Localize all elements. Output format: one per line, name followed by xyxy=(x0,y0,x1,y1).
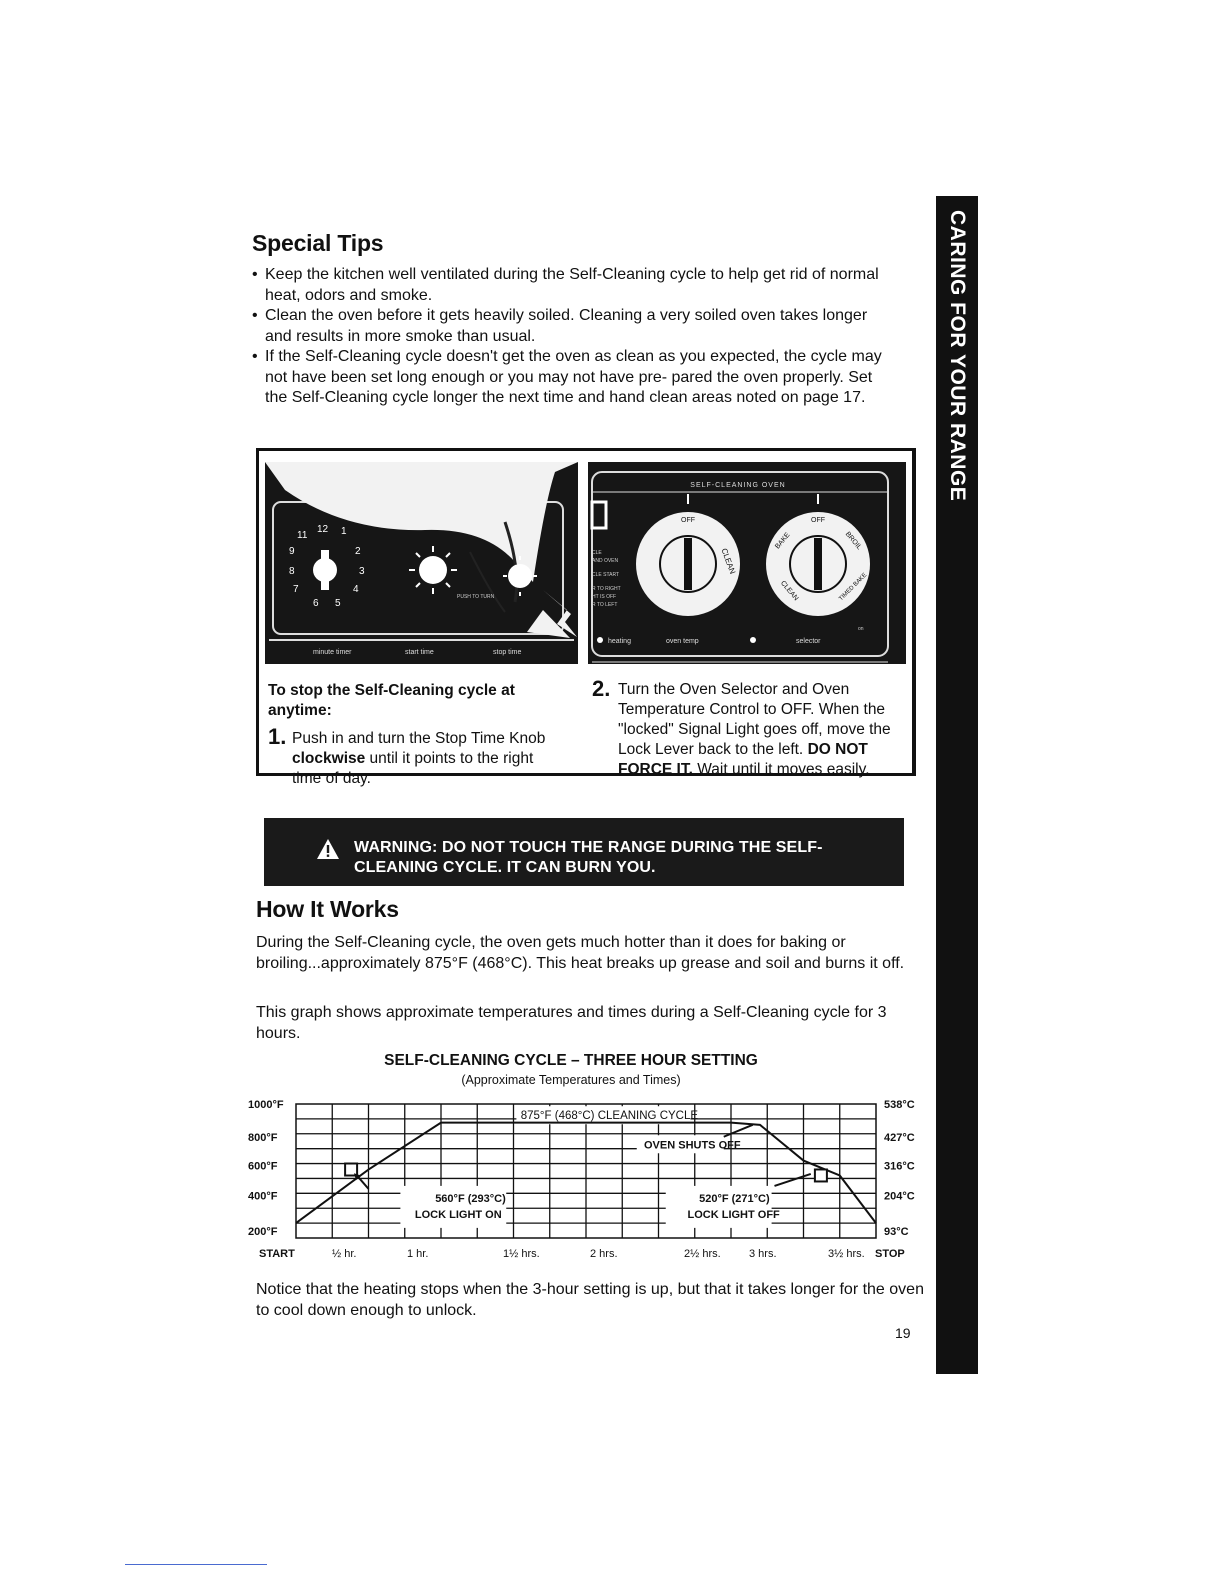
x-tick-label: 3 hrs. xyxy=(749,1248,777,1260)
x-tick-label: 1½ hrs. xyxy=(503,1248,540,1260)
step1-heading: To stop the Self-Cleaning cycle at anytime: xyxy=(268,682,515,719)
how-it-works-title: How It Works xyxy=(256,896,399,922)
tip-item: • If the Self-Cleaning cycle doesn't get the oven as clean as you expected, the cycle may not have been set long enough or you may not have pre- pared the oven properly. Set the Self-Cleaning cycle longer the next time and hand clean areas noted on page 17. xyxy=(252,347,892,409)
dial-number: 11 xyxy=(297,530,308,541)
oven-temp-clean: CLEAN xyxy=(719,547,738,576)
selector-broil: BROIL xyxy=(843,530,863,552)
warning-triangle-icon xyxy=(316,838,340,860)
how-it-works-para1: During the Self-Cleaning cycle, the oven gets much hotter than it does for baking or broiling...approximately 875°F (468°C). This heat breaks up grease and soil and burns it off. xyxy=(256,934,905,972)
stop-time-label: stop time xyxy=(493,649,522,656)
selector-bake: BAKE xyxy=(774,531,792,551)
y-axis-label-f: 800°F xyxy=(248,1131,278,1144)
side-label: R TO LEFT xyxy=(592,602,618,608)
x-tick-label: STOP xyxy=(875,1248,905,1260)
dial-number: 1 xyxy=(341,526,347,537)
x-tick-label: 3½ hrs. xyxy=(828,1248,865,1260)
step1-text: Push in and turn the Stop Time Knob clockwise until it points to the right time of day. xyxy=(292,730,546,787)
chart-subtitle: (Approximate Temperatures and Times) xyxy=(461,1073,681,1087)
selector-label: selector xyxy=(796,638,821,645)
selector-clean: CLEAN xyxy=(778,579,800,603)
dial-number: 8 xyxy=(289,566,295,577)
timer-control-illustration xyxy=(265,462,578,664)
special-tips-list xyxy=(252,265,892,409)
x-tick-label: 2½ hrs. xyxy=(684,1248,721,1260)
lock-off-label: LOCK LIGHT OFF xyxy=(687,1208,780,1221)
special-tips-title: Special Tips xyxy=(252,230,384,256)
oven-off-arrow xyxy=(724,1125,753,1137)
y-axis-label-f: 400°F xyxy=(248,1190,278,1203)
cleaning-cycle-label: 875°F (468°C) CLEANING CYCLE xyxy=(520,1110,699,1123)
side-label: HT IS OFF xyxy=(592,594,617,600)
temperature-chart xyxy=(0,1090,1224,1270)
tip-item: • Clean the oven before it gets heavily soiled. Cleaning a very soiled oven takes longer and results in more smoke than usual. xyxy=(252,306,892,347)
lock-on-temp-label: 560°F (293°C) xyxy=(435,1192,506,1205)
lock-off-marker xyxy=(815,1169,827,1181)
selector-off: OFF xyxy=(811,517,825,524)
x-tick-label: 2 hrs. xyxy=(590,1248,618,1260)
dial-number: 3 xyxy=(359,566,365,577)
heating-label: heating xyxy=(608,638,631,645)
y-axis-label-c: 316°C xyxy=(884,1160,915,1173)
selector-timed-bake: TIMED BAKE xyxy=(838,572,869,603)
side-label: R TO RIGHT xyxy=(592,586,621,592)
y-axis-label-f: 600°F xyxy=(248,1160,278,1173)
oven-control-illustration xyxy=(588,462,906,664)
x-tick-label: ½ hr. xyxy=(332,1248,357,1260)
y-axis-label-c: 427°C xyxy=(884,1131,915,1144)
side-tab-label: CARING FOR YOUR RANGE xyxy=(946,210,969,502)
dial-number: 6 xyxy=(313,598,319,609)
y-axis-label-f: 1000°F xyxy=(248,1099,284,1111)
tip-item: • Keep the kitchen well ventilated during the Self-Cleaning cycle to help get rid of normal heat, odors and smoke. xyxy=(252,265,892,306)
lock-off-arrow xyxy=(775,1174,811,1186)
self-cleaning-oven-header: SELF-CLEANING OVEN xyxy=(690,482,786,489)
dial-number: 9 xyxy=(289,546,295,557)
side-label: AND OVEN xyxy=(592,558,619,564)
lock-on-label: LOCK LIGHT ON xyxy=(414,1208,502,1221)
dial-number: 2 xyxy=(355,546,361,557)
oven-shuts-off-label: OVEN SHUTS OFF xyxy=(644,1139,741,1152)
chart-title: SELF-CLEANING CYCLE – THREE HOUR SETTING xyxy=(384,1052,758,1069)
step1-number: 1. xyxy=(268,724,287,749)
dial-number: 5 xyxy=(335,598,341,609)
warning-banner xyxy=(264,818,904,886)
x-tick-label: 1 hr. xyxy=(407,1248,429,1260)
dial-number: 7 xyxy=(293,584,299,595)
step2-number: 2. xyxy=(592,676,611,701)
x-tick-label: START xyxy=(259,1248,295,1260)
minute-timer-label: minute timer xyxy=(313,649,352,656)
oven-temp-label: oven temp xyxy=(666,638,699,645)
page-number: 19 xyxy=(895,1325,911,1341)
dial-number: 12 xyxy=(317,524,329,535)
push-to-turn-label: PUSH TO TURN xyxy=(457,594,495,600)
how-it-works-para3: Notice that the heating stops when the 3-hour setting is up, but that it takes longer for the oven to cool down enough to unlock. xyxy=(256,1281,924,1319)
side-label: CLE xyxy=(592,550,602,556)
footer-rule xyxy=(125,1564,267,1565)
lock-on-arrow xyxy=(357,1175,369,1188)
y-axis-label-f: 200°F xyxy=(248,1226,278,1239)
how-it-works-para2: This graph shows approximate temperatures and times during a Self-Cleaning cycle for 3 hours. xyxy=(256,1004,887,1042)
on-label: on xyxy=(858,626,864,632)
step2-text: Turn the Oven Selector and Oven Temperature Control to OFF. When the "locked" Signal Light goes off, move the Lock Lever back to the left. DO NOT FORCE IT. Wait until it moves easily. xyxy=(618,681,891,778)
oven-temp-off: OFF xyxy=(681,517,695,524)
side-label: CLE START xyxy=(592,572,620,578)
lock-off-temp-label: 520°F (271°C) xyxy=(699,1192,770,1205)
start-time-label: start time xyxy=(405,649,434,656)
y-axis-label-c: 204°C xyxy=(884,1190,915,1203)
warning-text: WARNING: DO NOT TOUCH THE RANGE DURING THE SELF-CLEANING CYCLE. IT CAN BURN YOU. xyxy=(354,839,823,876)
y-axis-label-c: 538°C xyxy=(884,1099,915,1111)
dial-number: 4 xyxy=(353,584,359,595)
y-axis-label-c: 93°C xyxy=(884,1226,909,1239)
